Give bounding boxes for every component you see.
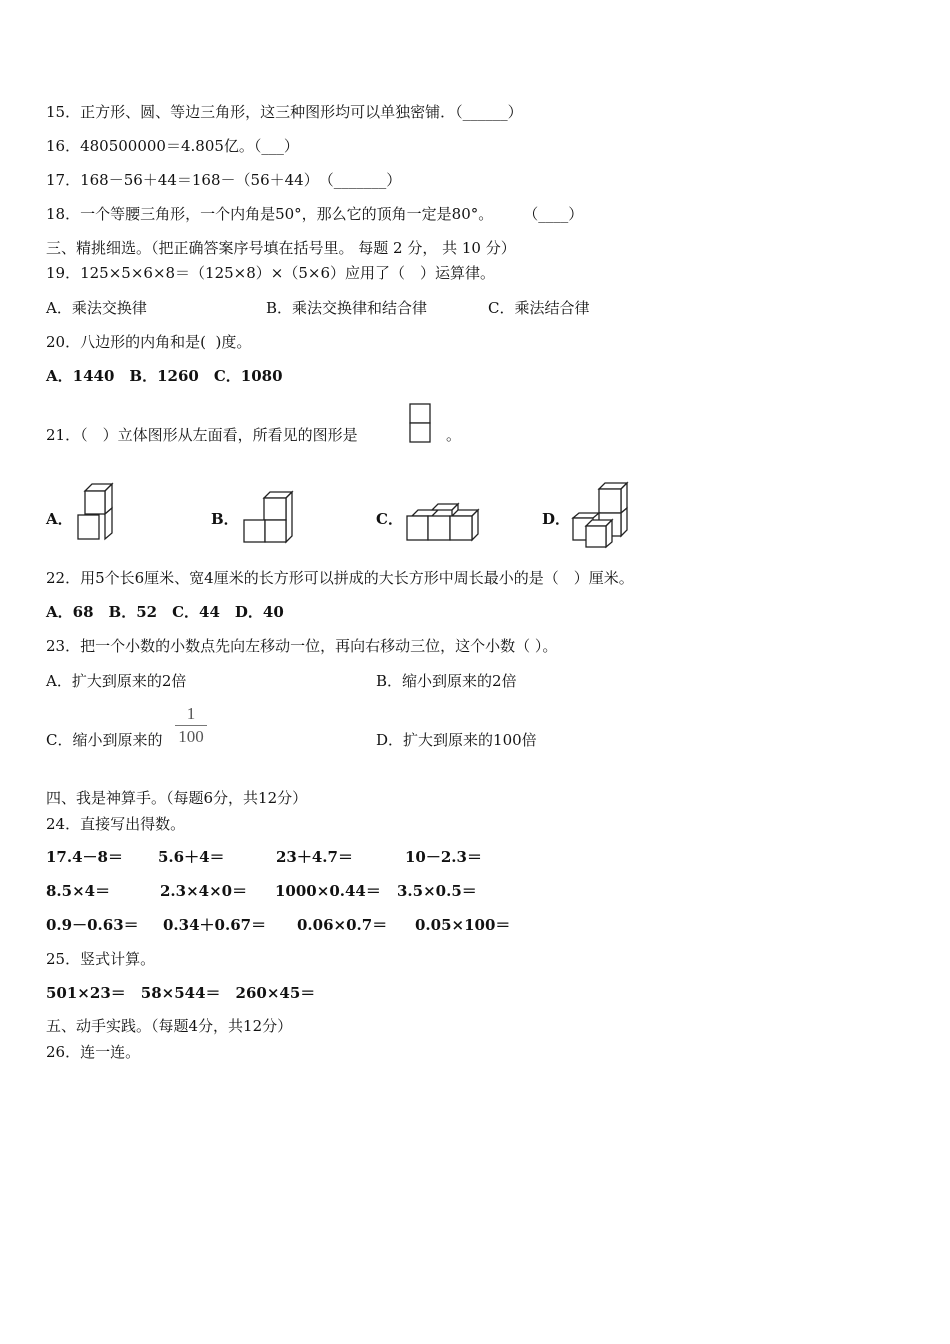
fraction-bar <box>175 725 207 726</box>
calc-item: 0.06×0.7＝ <box>297 916 388 934</box>
left-view-bottom-square <box>410 423 430 442</box>
q19-option-c: C．乘法结合律 <box>488 299 590 317</box>
question-20: 20．八边形的内角和是( )度。 <box>46 333 252 351</box>
cube-front-2 <box>428 516 450 540</box>
question-21-end: 。 <box>446 426 462 444</box>
left-view-top-square <box>410 404 430 423</box>
question-25: 25．竖式计算。 <box>46 950 156 968</box>
question-24: 24．直接写出得数。 <box>46 815 186 833</box>
q23-option-b: B．缩小到原来的2倍 <box>376 672 517 690</box>
q19-option-b: B．乘法交换律和结合律 <box>266 299 428 317</box>
question-16: 16．480500000＝4.805亿。（___） <box>46 137 299 155</box>
cube-front <box>586 520 612 547</box>
q21-label-d: D． <box>542 510 571 528</box>
calc-item: 2.3×4×0＝ <box>160 882 248 900</box>
cube-top <box>85 484 112 514</box>
question-18: 18．一个等腰三角形，一个内角是50°，那么它的顶角一定是80°。 （____） <box>46 205 584 223</box>
calc-item: 0.05×100＝ <box>415 916 511 934</box>
left-view-figure <box>409 403 431 443</box>
q22-options: A．68 B．52 C．44 D．40 <box>46 603 284 621</box>
calc-item: 23＋4.7＝ <box>276 848 353 866</box>
section-3-heading: 三、精挑细选。（把正确答案序号填在括号里。 每题 2 分， 共 10 分） <box>46 239 516 257</box>
fraction-numerator: 1 <box>186 704 196 723</box>
section-4-heading: 四、我是神算手。（每题6分，共12分） <box>46 789 308 807</box>
calc-item: 0.34＋0.67＝ <box>163 916 267 934</box>
question-21: 21．（ ）立体图形从左面看，所看见的图形是 <box>46 426 358 444</box>
fraction-one-hundredth <box>175 704 207 747</box>
question-26: 26．连一连。 <box>46 1043 141 1061</box>
solid-figure-c <box>406 502 478 542</box>
q23-option-d: D．扩大到原来的100倍 <box>376 731 537 749</box>
cube-back-1 <box>412 510 438 516</box>
calc-item: 1000×0.44＝ <box>275 882 381 900</box>
question-17: 17．168－56＋44＝168－（56＋44） （_______） <box>46 171 402 189</box>
cube-top <box>599 483 627 513</box>
cube-bottom-right <box>265 520 286 542</box>
q21-label-a: A． <box>46 510 73 528</box>
calc-item: 17.4－8＝ <box>46 848 123 866</box>
q25-items: 501×23＝ 58×544＝ 260×45＝ <box>46 984 316 1002</box>
question-15: 15．正方形、圆、等边三角形，这三种图形均可以单独密铺．（______） <box>46 103 523 121</box>
calc-item: 8.5×4＝ <box>46 882 111 900</box>
cube-front-3 <box>450 516 472 540</box>
q23-option-a: A．扩大到原来的2倍 <box>46 672 187 690</box>
question-19: 19．125×5×6×8＝（125×8）×（5×6）应用了（ ）运算律。 <box>46 264 496 282</box>
solid-figure-d <box>572 480 632 548</box>
cube-bottom-left <box>244 520 265 542</box>
q23-option-c: C．缩小到原来的 <box>46 731 163 749</box>
q20-options: A．1440 B．1260 C．1080 <box>46 367 283 385</box>
question-23: 23．把一个小数的小数点先向左移动一位，再向右移动三位，这个小数（ ）。 <box>46 637 558 655</box>
solid-figure-a <box>77 482 117 542</box>
calc-item: 5.6＋4＝ <box>158 848 225 866</box>
fraction-denominator: 100 <box>178 727 204 746</box>
q21-label-c: C． <box>376 510 403 528</box>
q19-option-a: A．乘法交换律 <box>46 299 147 317</box>
calc-item: 0.9－0.63＝ <box>46 916 139 934</box>
q21-label-b: B． <box>211 510 239 528</box>
section-5-heading: 五、动手实践。（每题4分，共12分） <box>46 1017 293 1035</box>
solid-figure-b <box>243 490 295 544</box>
calc-item: 10－2.3＝ <box>405 848 482 866</box>
cube-front-1 <box>407 516 428 540</box>
calc-item: 3.5×0.5＝ <box>397 882 477 900</box>
question-22: 22．用5个长6厘米、宽4厘米的长方形可以拼成的大长方形中周长最小的是（ ）厘米。 <box>46 569 634 587</box>
